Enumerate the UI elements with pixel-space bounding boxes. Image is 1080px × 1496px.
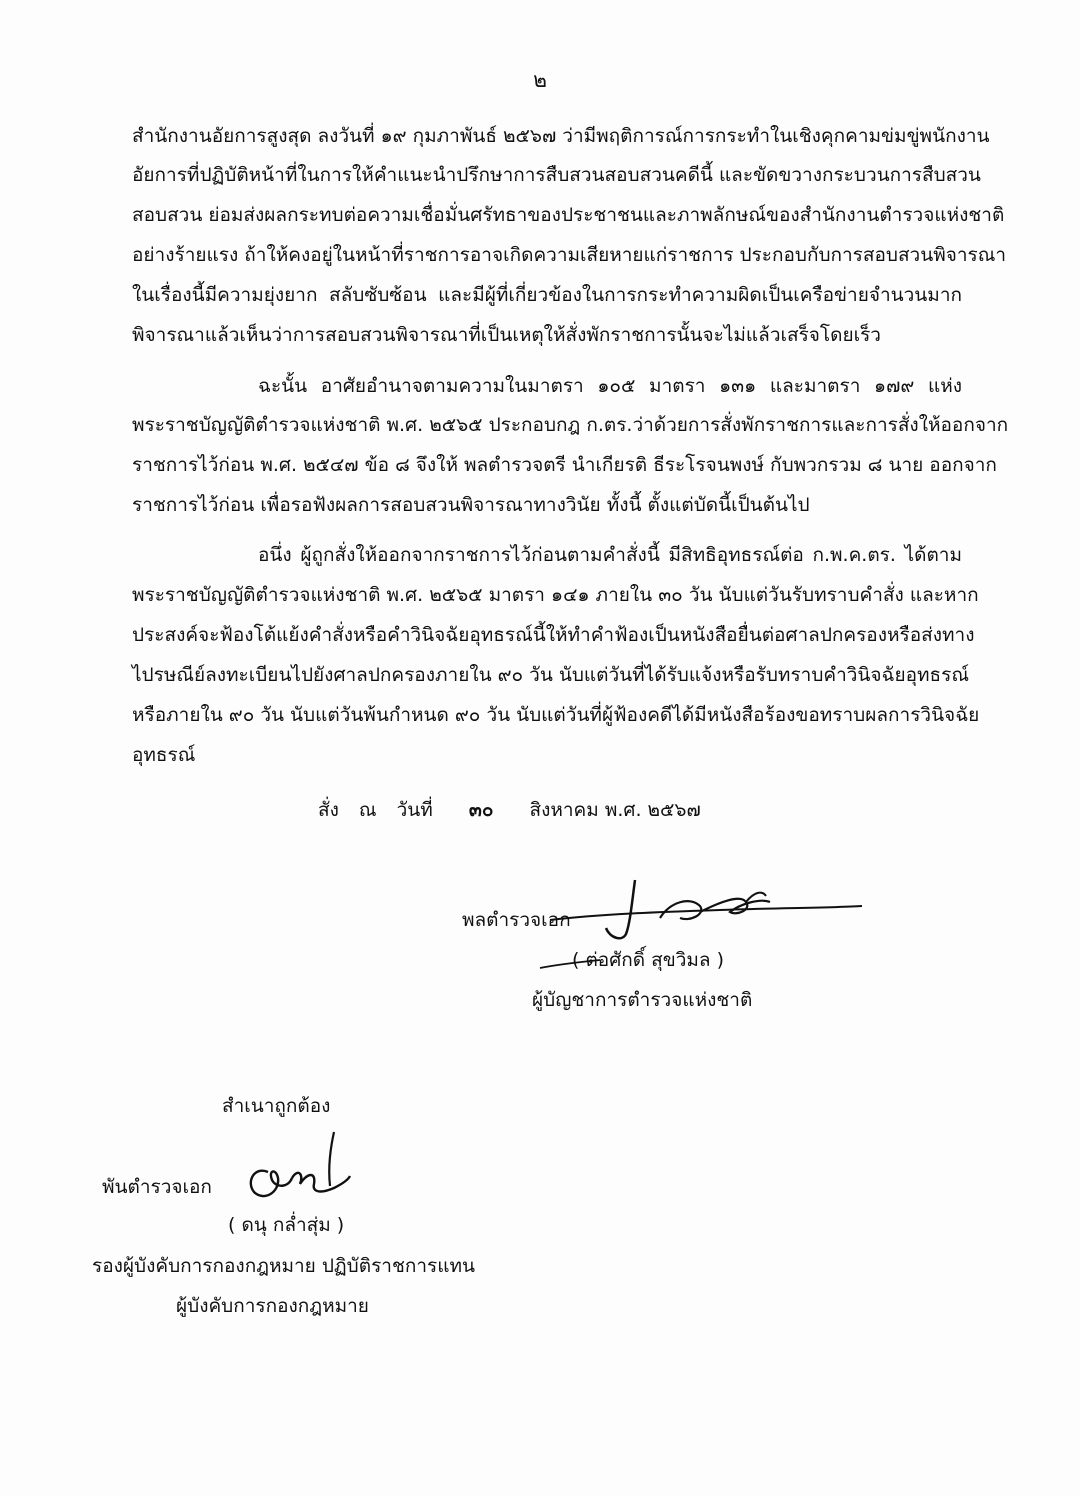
text-line: สำนักงานอัยการสูงสุด ลงวันที่ ๑๙ กุมภาพันธ์ ๒๕๖๗ ว่ามีพฤติการณ์การกระทำในเชิงคุกคามข่มขู่พนักงาน: [132, 125, 990, 147]
certifier-rank: พันตำรวจเอก: [102, 1176, 212, 1198]
text-line: อัยการที่ปฏิบัติหน้าที่ในการให้คำแนะนำปรึกษาการสืบสวนสอบสวนคดีนี้ และขัดขวางกระบวนการสืบสวน: [132, 164, 981, 186]
text-line: พิจารณาแล้วเห็นว่าการสอบสวนพิจารณาที่เป็นเหตุให้สั่งพักราชการนั้นจะไม่แล้วเสร็จโดยเร็ว: [132, 324, 881, 346]
text-line: อย่างร้ายแรง ถ้าให้คงอยู่ในหน้าที่ราชการอาจเกิดความเสียหายแก่ราชการ ประกอบกับการสอบสวนพิจารณา: [132, 244, 1007, 266]
text-line: ประสงค์จะฟ้องโต้แย้งคำสั่งหรือคำวินิจฉัยอุทธรณ์นี้ให้ทำคำฟ้องเป็นหนังสือยื่นต่อศาลปกครองหรือส่งทาง: [132, 624, 975, 646]
text-line: ราชการไว้ก่อน เพื่อรอฟังผลการสอบสวนพิจารณาทางวินัย ทั้งนี้ ตั้งแต่บัดนี้เป็นต้นไป: [132, 494, 810, 516]
signatory-name: ( ต่อศักดิ์ สุขวิมล ): [572, 949, 725, 971]
text-line: ราชการไว้ก่อน พ.ศ. ๒๕๔๗ ข้อ ๘ จึงให้ พลตำรวจตรี นำเกียรติ ธีระโรจนพงษ์ กับพวกรวม ๘ นาย ออกจาก: [132, 454, 997, 476]
order-date-day: ๓๐: [468, 799, 494, 821]
certified-copy-label: สำเนาถูกต้อง: [222, 1095, 331, 1117]
certifier-position-line-1: รองผู้บังคับการกองกฎหมาย ปฏิบัติราชการแทน: [92, 1255, 475, 1277]
text-line: อนึ่ง ผู้ถูกสั่งให้ออกจากราชการไว้ก่อนตามคำสั่งนี้ มีสิทธิอุทธรณ์ต่อ ก.พ.ค.ตร. ได้ตาม: [258, 544, 962, 566]
text-line: พระราชบัญญัติตำรวจแห่งชาติ พ.ศ. ๒๕๖๕ มาตรา ๑๔๑ ภายใน ๓๐ วัน นับแต่วันรับทราบคำสั่ง และหาก: [132, 584, 979, 606]
text-line: ฉะนั้น อาศัยอำนาจตามความในมาตรา ๑๐๕ มาตรา ๑๓๑ และมาตรา ๑๗๙ แห่ง: [258, 375, 962, 397]
order-date: [318, 798, 715, 822]
text-line: สอบสวน ย่อมส่งผลกระทบต่อความเชื่อมั่นศรัทธาของประชาชนและภาพลักษณ์ของสำนักงานตำรวจแห่งชาติ: [132, 204, 1005, 226]
certifier-name: ( ดนุ กล่ำสุ่ม ): [228, 1214, 345, 1236]
text-line: พระราชบัญญัติตำรวจแห่งชาติ พ.ศ. ๒๕๖๕ ประกอบกฎ ก.ตร.ว่าด้วยการสั่งพักราชการและการสั่งให้ออกจาก: [132, 414, 1009, 436]
text-line: ในเรื่องนี้มีความยุ่งยาก สลับซับซ้อน และมีผู้ที่เกี่ยวข้องในการกระทำความผิดเป็นเครือข่ายจำนวนมาก: [132, 284, 962, 306]
order-date-at: ณ: [358, 799, 377, 821]
text-line: อุทธรณ์: [132, 744, 196, 766]
text-line: ไปรษณีย์ลงทะเบียนไปยังศาลปกครองภายใน ๙๐ วัน นับแต่วันที่ได้รับแจ้งหรือรับทราบคำวินิจฉัยอุทธรณ์: [132, 664, 969, 686]
order-date-month-year: สิงหาคม พ.ศ. ๒๕๖๗: [529, 799, 701, 821]
certifier-signature-icon: [238, 1126, 358, 1206]
certifier-position-line-2: ผู้บังคับการกองกฎหมาย: [176, 1295, 369, 1317]
signatory-rank: พลตำรวจเอก: [462, 909, 571, 931]
order-date-prefix: สั่ง: [318, 799, 339, 821]
text-line: หรือภายใน ๙๐ วัน นับแต่วันพ้นกำหนด ๙๐ วัน นับแต่วันที่ผู้ฟ้องคดีได้มีหนังสือร้องขอทราบผลการวินิจฉัย: [132, 704, 980, 726]
page-number: ๒: [533, 68, 547, 92]
signatory-position: ผู้บัญชาการตำรวจแห่งชาติ: [532, 989, 753, 1011]
order-date-day-label: วันที่: [396, 799, 433, 821]
